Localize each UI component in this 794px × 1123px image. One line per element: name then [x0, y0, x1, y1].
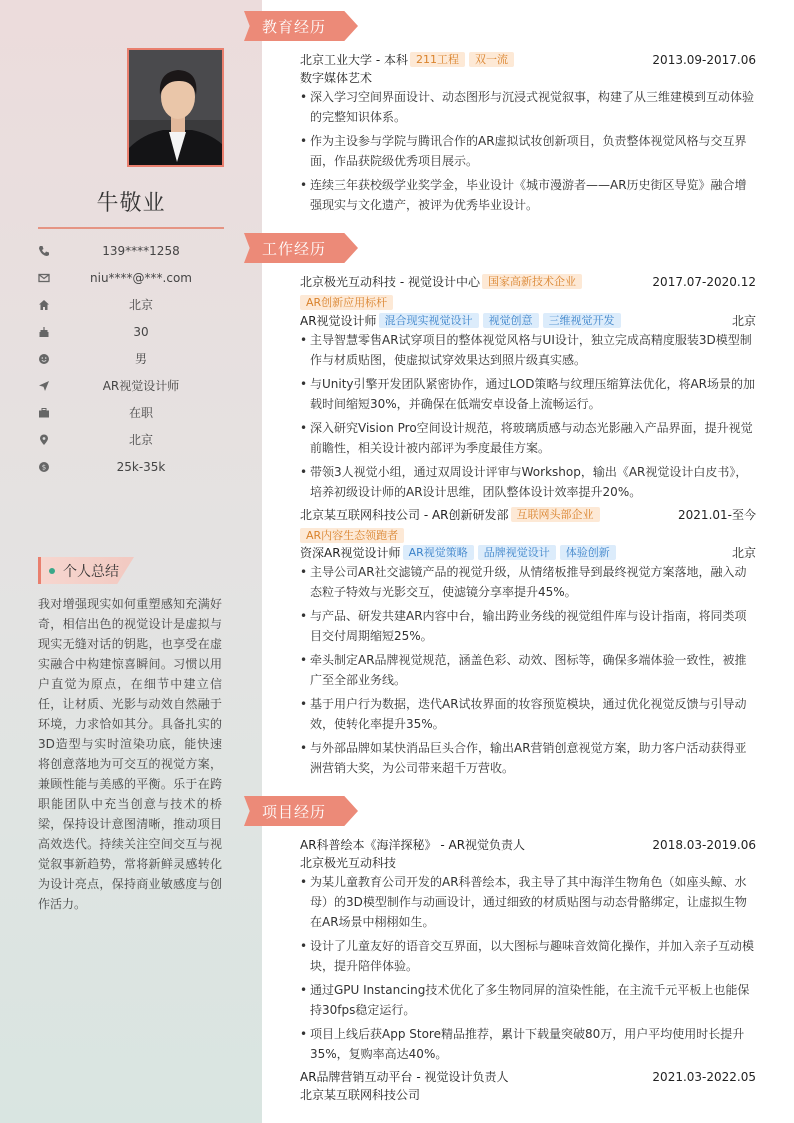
summary-dot-icon — [49, 568, 55, 574]
role-tag: 三维视觉开发 — [543, 313, 621, 328]
job-bullet: • 基于用户行为数据，迭代AR试妆界面的妆容预览模块，通过优化视觉反馈与引导动效，使转化率提升35%。 — [300, 694, 756, 734]
job-bullet: • 牵头制定AR品牌视觉规范，涵盖色彩、动效、图标等，确保多端体验一致性，被推广至全部业务线。 — [300, 650, 756, 690]
job-company-tags-row — [300, 527, 756, 545]
name-divider — [38, 227, 224, 229]
salary-icon — [38, 461, 50, 473]
company-tag: 国家高新技术企业 — [482, 274, 582, 289]
info-phone: 139****1258 — [38, 242, 224, 262]
job-bullet: • 主导公司AR社交滤镜产品的视觉升级，从情绪板推导到最终视觉方案落地，融入动态粒子特效与光影交互，使滤镜分享率提升45%。 — [300, 562, 756, 602]
home-icon — [38, 299, 50, 311]
projects-section-header — [244, 796, 358, 826]
phone-icon — [38, 245, 50, 257]
education-title: 教育经历 — [262, 18, 327, 36]
school-tag: 双一流 — [469, 52, 514, 67]
gender-icon — [38, 353, 50, 365]
project-date: 2021.03-2022.05 — [652, 1070, 756, 1084]
work-title: 工作经历 — [262, 240, 327, 258]
role-tag: 体验创新 — [560, 545, 616, 560]
school-name: 北京工业大学 - 本科 — [300, 53, 408, 67]
job-role: AR视觉设计师 — [300, 314, 377, 328]
summary-accent-bar — [38, 557, 41, 584]
company-tag: AR创新应用标杆 — [300, 295, 393, 310]
summary-section-header — [38, 557, 134, 584]
project-bullet: • 设计了儿童友好的语音交互界面，以大图标与趣味音效简化操作，并加入亲子互动模块，提升陪伴体验。 — [300, 936, 756, 976]
job-role-row — [300, 544, 756, 562]
profile-photo — [127, 48, 224, 167]
portrait-image — [129, 50, 224, 167]
summary-title: 个人总结 — [63, 564, 119, 580]
education-bullet: • 作为主设参与学院与腾讯合作的AR虚拟试妆创新项目，负责整体视觉风格与交互界面，作品获院级优秀项目展示。 — [300, 131, 756, 171]
role-tag: 视觉创意 — [483, 313, 539, 328]
project-org: 北京极光互动科技 — [300, 856, 397, 870]
job-role: 资深AR视觉设计师 — [300, 546, 401, 560]
education-school-row — [300, 51, 756, 69]
summary-text: 我对增强现实如何重塑感知充满好奇，相信出色的视觉设计是虚拟与现实无缝对话的钥匙，也享受在虚实融合中构建惊喜瞬间。习惯以用户直觉为原点，在细节中建立信任，让材质、光影与动效自然融于环境，力求恰如其分。具备扎实的3D造型与实时渲染功底，能快速将创意落地为可交互的视觉方案，兼顾性能与美感的平衡。乐于在跨职能团队中充当创意与技术的桥梁，保持设计意图清晰，推动项目高效迭代。持续关注空间交互与视觉叙事新趋势，常将新鲜灵感转化为设计亮点，保持商业敏感度与创作活力。 — [38, 597, 222, 911]
role-tag: 品牌视觉设计 — [478, 545, 556, 560]
job-bullet: • 与外部品牌如某快消品巨头合作，输出AR营销创意视觉方案，助力客户活动获得亚洲营销大奖，为公司带来超千万营收。 — [300, 738, 756, 778]
project-bullet: • 项目上线后获App Store精品推荐，累计下载量突破80万，用户平均使用时长提升35%，复购率高达40%。 — [300, 1024, 756, 1064]
cake-icon — [38, 326, 50, 338]
send-icon — [38, 380, 50, 392]
job-bullet: • 主导智慧零售AR试穿项目的整体视觉风格与UI设计，独立完成高精度服装3D模型制作与材质贴图，使虚拟试穿效果达到照片级真实感。 — [300, 330, 756, 370]
location-icon — [38, 434, 50, 446]
job-bullet: • 带领3人视觉小组，通过双周设计评审与Workshop，输出《AR视觉设计白皮书》，培养初级设计师的AR设计思维，团队整体设计效率提升20%。 — [300, 462, 756, 502]
role-tag: 混合现实视觉设计 — [379, 313, 479, 328]
job-company: 北京某互联网科技公司 - AR创新研发部 — [300, 508, 509, 522]
education-section-header — [244, 11, 358, 41]
projects-title: 项目经历 — [262, 803, 327, 821]
education-date: 2013.09-2017.06 — [652, 53, 756, 67]
project-name-row — [300, 836, 756, 854]
project-date: 2018.03-2019.06 — [652, 838, 756, 852]
info-email: niu****@***.com — [38, 269, 224, 289]
info-position: AR视觉设计师 — [38, 377, 224, 397]
project-bullet: • 通过GPU Instancing技术优化了多生物同屏的渲染性能，在主流千元平板上也能保持30fps稳定运行。 — [300, 980, 756, 1020]
company-tag: AR内容生态领跑者 — [300, 528, 404, 543]
company-tag: 互联网头部企业 — [511, 507, 600, 522]
info-location: 北京 — [38, 431, 224, 451]
school-tag: 211工程 — [410, 52, 465, 67]
job-company-row — [300, 506, 756, 524]
role-tag: AR视觉策略 — [403, 545, 474, 560]
info-gender: 男 — [38, 350, 224, 370]
education-bullet: • 深入学习空间界面设计、动态图形与沉浸式视觉叙事，构建了从三维建模到互动体验的完整知识体系。 — [300, 87, 756, 127]
education-major: 数字媒体艺术 — [300, 71, 373, 85]
svg-text:$: $ — [41, 463, 47, 472]
info-home: 北京 — [38, 296, 224, 316]
work-section-header — [244, 233, 358, 263]
job-city: 北京 — [731, 314, 756, 328]
job-city: 北京 — [731, 546, 756, 560]
job-date: 2021.01-至今 — [678, 508, 756, 522]
project-bullet: • 为某儿童教育公司开发的AR科普绘本，我主导了其中海洋生物角色（如座头鲸、水母）的3D模型制作与动画设计，通过细致的材质贴图与动态骨骼绑定，让虚拟生物在AR场景中栩栩如生。 — [300, 872, 756, 932]
education-bullet: • 连续三年获校级学业奖学金，毕业设计《城市漫游者——AR历史街区导览》融合增强现实与文化遗产，被评为优秀毕业设计。 — [300, 175, 756, 215]
project-name-row — [300, 1068, 756, 1086]
email-icon — [38, 272, 50, 284]
job-company: 北京极光互动科技 - 视觉设计中心 — [300, 275, 480, 289]
job-company-row — [300, 273, 756, 291]
candidate-name: 牛敬业 — [96, 191, 166, 216]
info-salary: $ 25k-35k — [38, 458, 224, 478]
briefcase-icon — [38, 407, 50, 419]
job-bullet: • 深入研究Vision Pro空间设计规范，将玻璃质感与动态光影融入产品界面，提升视觉前瞻性，相关设计被内部评为季度最佳方案。 — [300, 418, 756, 458]
project-name: AR科普绘本《海洋探秘》 - AR视觉负责人 — [300, 838, 526, 852]
job-company-tags-row — [300, 294, 756, 312]
project-org: 北京某互联网科技公司 — [300, 1088, 421, 1102]
info-age: 30 — [38, 323, 224, 343]
info-status: 在职 — [38, 404, 224, 424]
job-bullet: • 与Unity引擎开发团队紧密协作，通过LOD策略与纹理压缩算法优化，将AR场景的加载时间缩短30%，并确保在低端安卓设备上流畅运行。 — [300, 374, 756, 414]
project-name: AR品牌营销互动平台 - 视觉设计负责人 — [300, 1070, 509, 1084]
job-date: 2017.07-2020.12 — [652, 275, 756, 289]
job-bullet: • 与产品、研发共建AR内容中台，输出跨业务线的视觉组件库与设计指南，将同类项目交付周期缩短25%。 — [300, 606, 756, 646]
job-role-row — [300, 312, 756, 330]
